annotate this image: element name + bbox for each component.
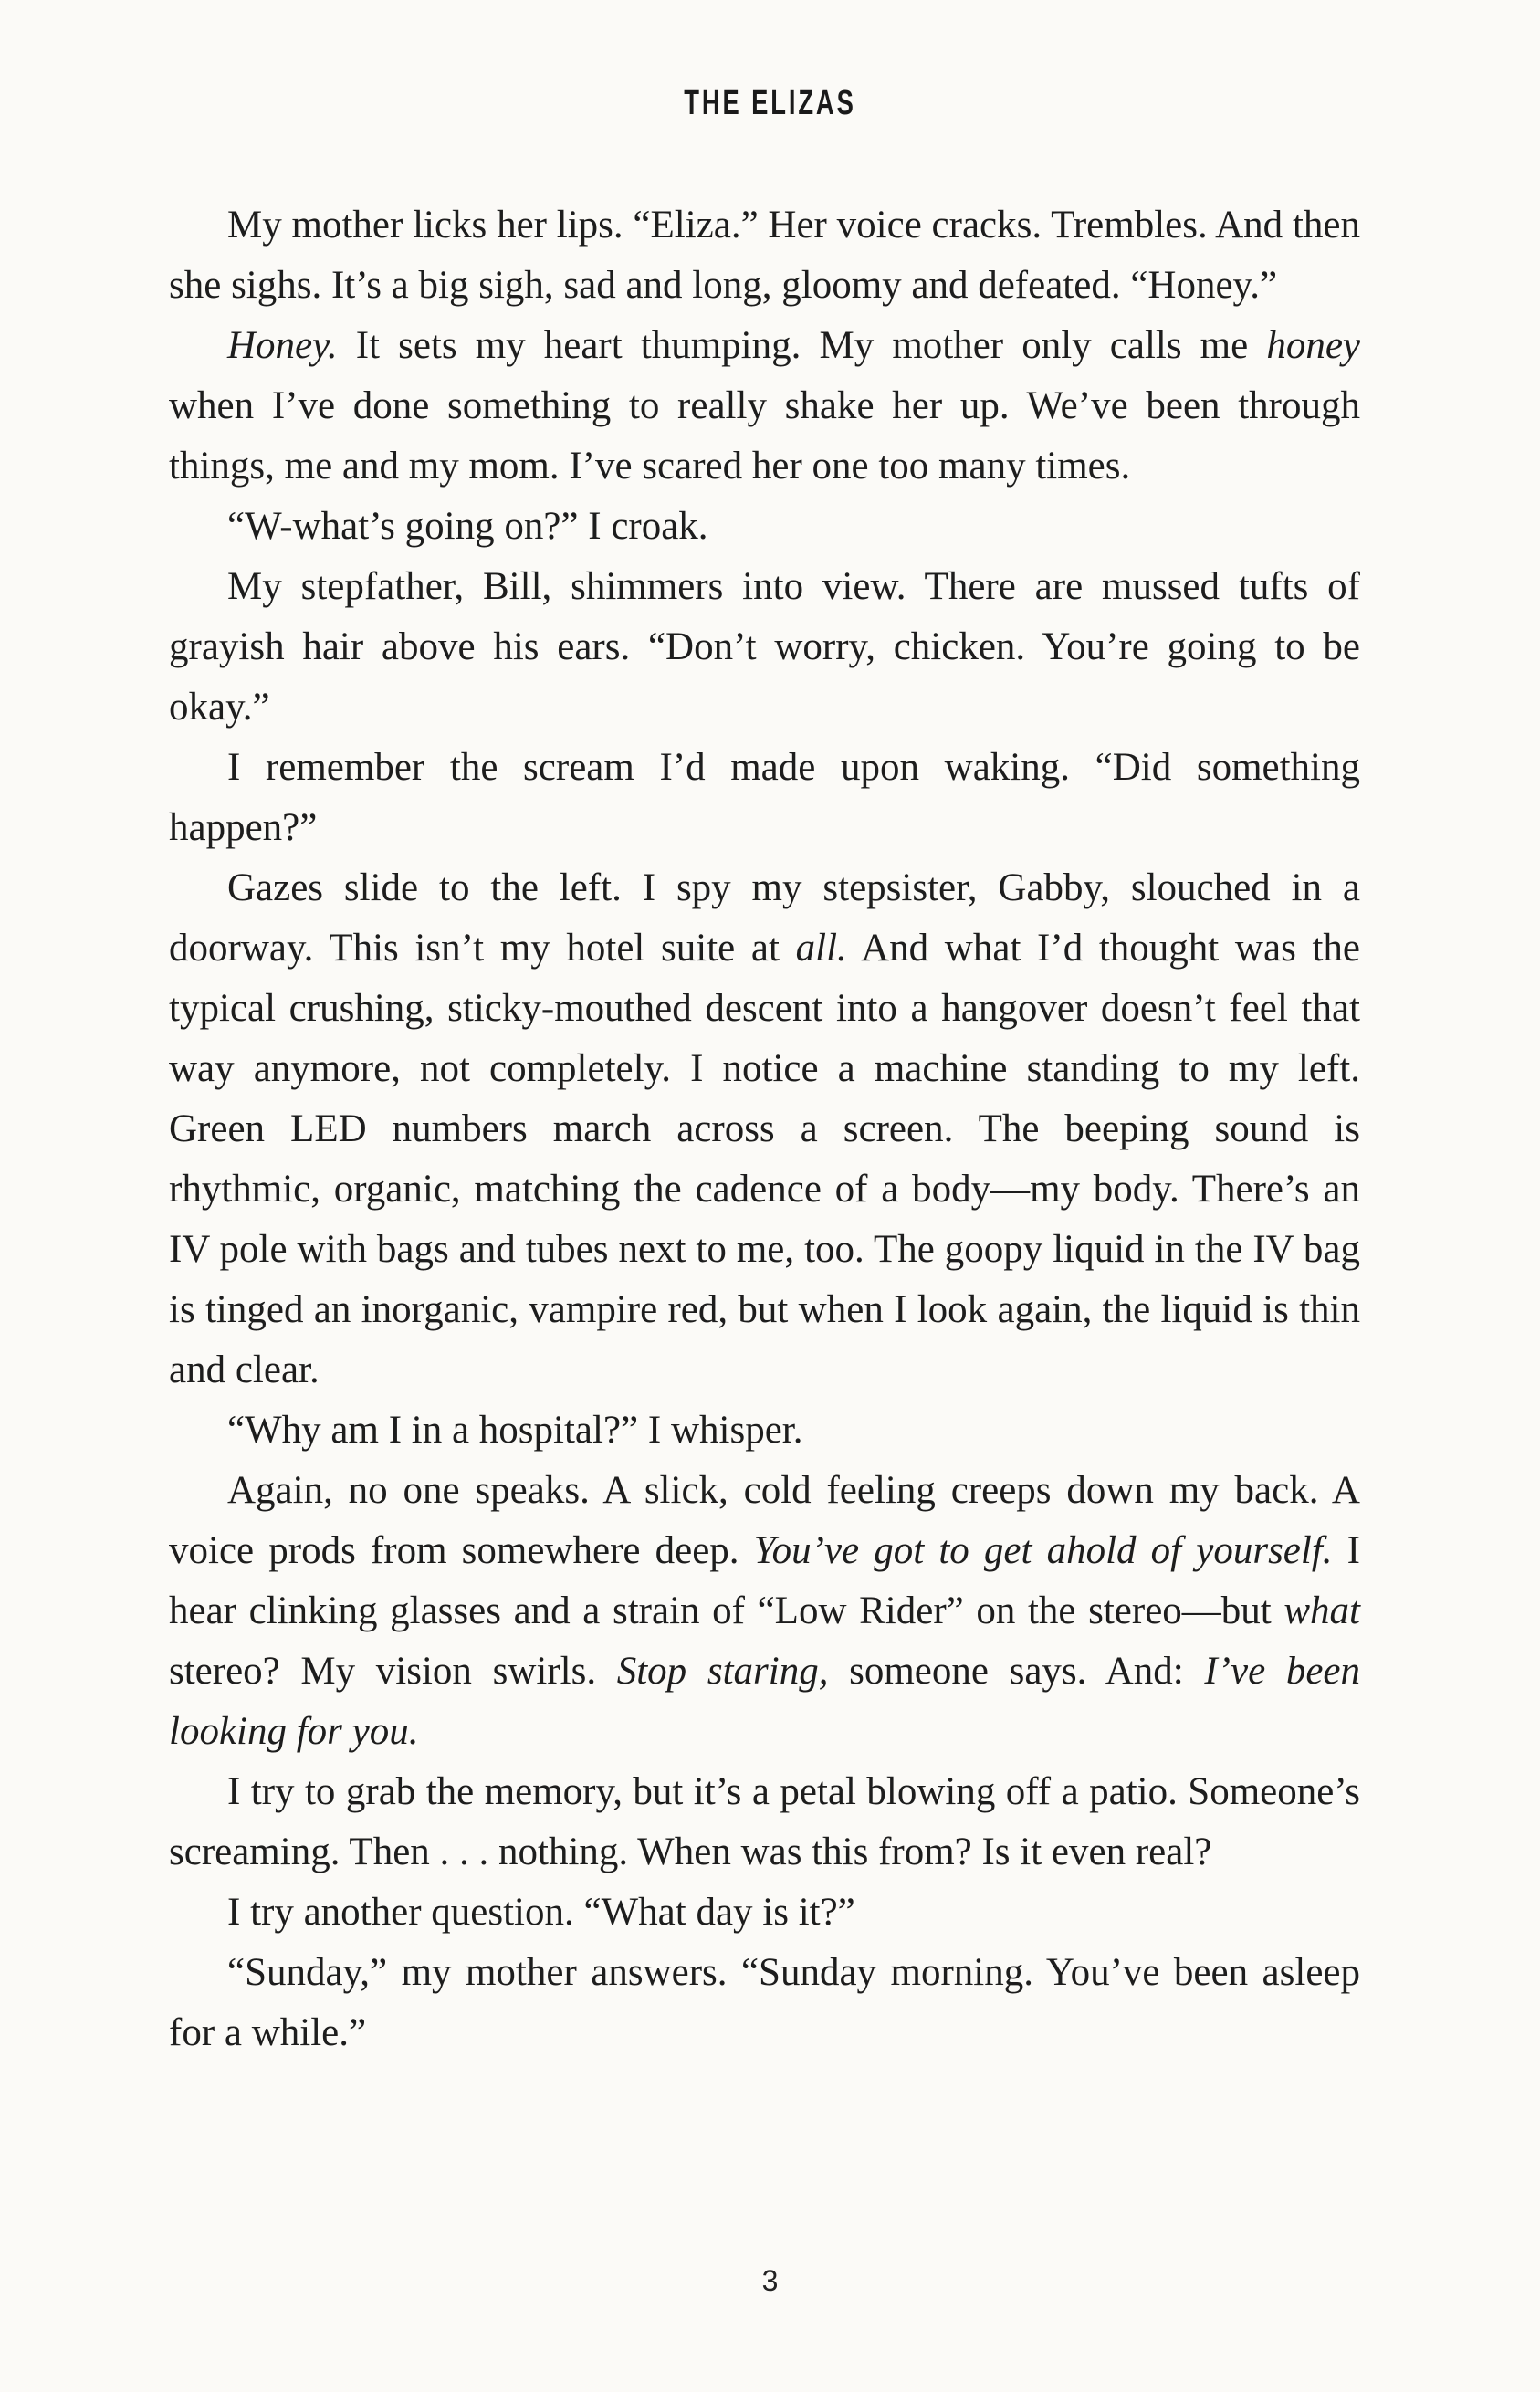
text-run: It sets my heart thumping. My mother only calls me — [337, 324, 1267, 367]
text-run: I try to grab the memory, but it’s a petal blowing off a patio. Someone’s screaming. Then . . . nothing. When was this from? Is it even real? — [169, 1770, 1360, 1873]
paragraph — [169, 1883, 1360, 1943]
italic-run: all. — [795, 927, 847, 970]
text-run: I hear clinking glasses and a strain of “Low Rider” on the stereo—but — [169, 1529, 1361, 1632]
text-run: My stepfather, Bill, shimmers into view. There are mussed tufts of grayish hair above his ears. “Don’t worry, chicken. You’re going to be okay.” — [169, 565, 1360, 729]
text-run: “Sunday,” my mother answers. “Sunday morning. You’ve been asleep for a while.” — [169, 1951, 1360, 2054]
paragraph — [169, 1762, 1360, 1883]
page-number: 3 — [761, 2264, 779, 2297]
italic-run: honey — [1266, 324, 1360, 367]
text-run: Gazes slide to the left. I spy my stepsister, Gabby, slouched in a doorway. This isn’t my hotel suite at — [169, 866, 1360, 970]
text-run: I remember the scream I’d made upon waking. “Did something happen?” — [169, 746, 1360, 849]
italic-run: Stop staring, — [616, 1650, 829, 1693]
italic-run: You’ve got to get ahold of yourself. — [753, 1529, 1333, 1572]
text-run: My mother licks her lips. “Eliza.” Her voice cracks. Trembles. And then she sighs. It’s a big sigh, sad and long, gloomy and defeated. “Honey.” — [169, 204, 1360, 307]
running-head: THE ELIZAS — [684, 84, 856, 122]
paragraph — [169, 1461, 1360, 1762]
paragraph — [169, 195, 1360, 316]
paragraph — [169, 1401, 1360, 1461]
body-text — [169, 195, 1360, 2063]
text-run: And what I’d thought was the typical crushing, sticky-mouthed descent into a hangover doesn’t feel that way anymore, not completely. I notice a machine standing to my left. Green LED numbers march across a screen. The beeping sound is rhythmic, organic, matching the cadence of a body—my body. There’s an IV pole with bags and tubes next to me, too. The goopy liquid in the IV bag is tinged an inorganic, vampire red, but when I look again, the liquid is thin and clear. — [169, 927, 1361, 1391]
paragraph — [169, 497, 1360, 557]
italic-run: Honey. — [227, 324, 338, 367]
paragraph — [169, 858, 1360, 1401]
paragraph — [169, 1943, 1360, 2063]
italic-run: what — [1283, 1589, 1360, 1632]
paragraph — [169, 738, 1360, 858]
paragraph — [169, 557, 1360, 738]
text-run: stereo? My vision swirls. — [169, 1650, 617, 1693]
text-run: I try another question. “What day is it?” — [227, 1891, 855, 1934]
text-run: Again, no one speaks. A slick, cold feeling creeps down my back. A voice prods from somewhere deep. — [169, 1469, 1360, 1572]
italic-run: I’ve been looking for you. — [169, 1650, 1360, 1753]
text-run: when I’ve done something to really shake her up. We’ve been through things, me and my mom. I’ve scared her one too many times. — [169, 384, 1360, 488]
text-run: someone says. And: — [828, 1650, 1205, 1693]
text-run: “Why am I in a hospital?” I whisper. — [227, 1409, 803, 1452]
text-run: “W-what’s going on?” I croak. — [227, 505, 708, 548]
paragraph — [169, 316, 1360, 497]
